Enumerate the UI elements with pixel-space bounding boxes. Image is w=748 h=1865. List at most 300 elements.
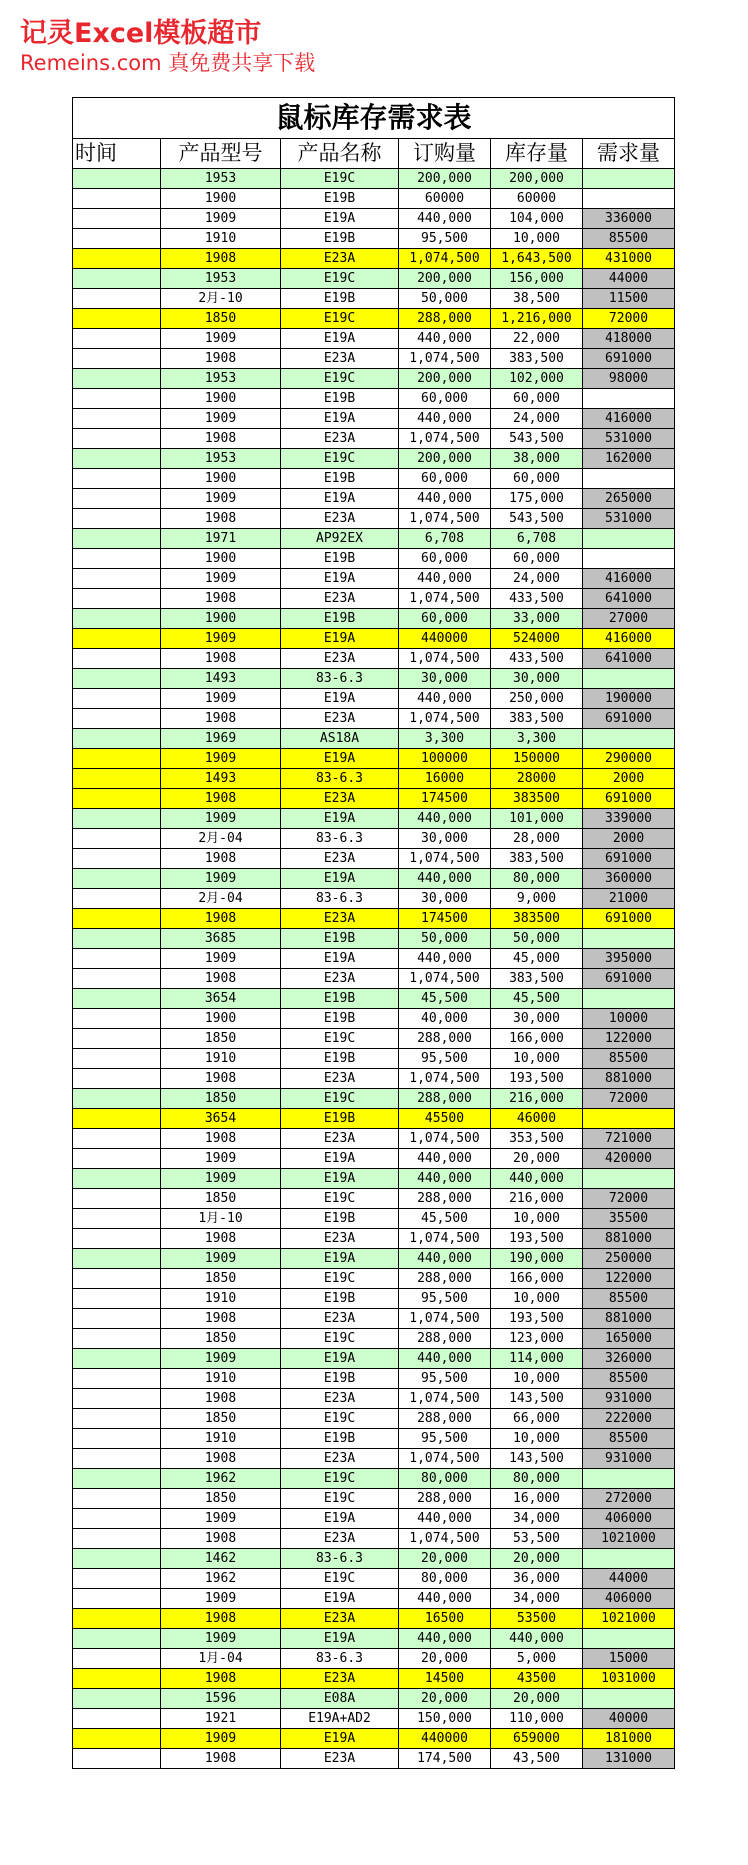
cell-model: 1908 — [161, 1529, 281, 1549]
cell-product-name: E23A — [281, 1669, 399, 1689]
cell-ordered: 288,000 — [399, 1489, 491, 1509]
cell-stock: 28000 — [491, 769, 583, 789]
cell-demand: 420000 — [583, 1149, 675, 1169]
cell-demand: 85500 — [583, 1289, 675, 1309]
cell-time — [73, 629, 161, 649]
table-row — [73, 249, 675, 269]
cell-ordered: 150,000 — [399, 1709, 491, 1729]
table-row — [73, 1269, 675, 1289]
cell-product-name: E19A — [281, 629, 399, 649]
cell-stock: 80,000 — [491, 869, 583, 889]
cell-model: 1850 — [161, 1329, 281, 1349]
cell-time — [73, 649, 161, 669]
cell-ordered: 288,000 — [399, 1329, 491, 1349]
cell-ordered: 95,500 — [399, 1369, 491, 1389]
cell-product-name: E19C — [281, 1029, 399, 1049]
cell-product-name: E19A — [281, 209, 399, 229]
cell-demand — [583, 169, 675, 189]
table-row — [73, 349, 675, 369]
table-row — [73, 929, 675, 949]
cell-time — [73, 1549, 161, 1569]
cell-stock: 43500 — [491, 1669, 583, 1689]
cell-stock: 190,000 — [491, 1249, 583, 1269]
cell-ordered: 440,000 — [399, 1169, 491, 1189]
table-row — [73, 629, 675, 649]
cell-time — [73, 209, 161, 229]
cell-stock: 543,500 — [491, 509, 583, 529]
cell-stock: 60,000 — [491, 389, 583, 409]
cell-ordered: 16500 — [399, 1609, 491, 1629]
cell-stock: 433,500 — [491, 589, 583, 609]
cell-demand — [583, 1549, 675, 1569]
cell-stock: 53500 — [491, 1609, 583, 1629]
cell-time — [73, 1649, 161, 1669]
cell-time — [73, 589, 161, 609]
cell-stock: 383500 — [491, 789, 583, 809]
cell-product-name: E19B — [281, 1369, 399, 1389]
cell-product-name: 83-6.3 — [281, 889, 399, 909]
cell-stock: 3,300 — [491, 729, 583, 749]
cell-model: 1909 — [161, 1509, 281, 1529]
cell-product-name: E19C — [281, 369, 399, 389]
cell-demand: 21000 — [583, 889, 675, 909]
cell-product-name: E19A — [281, 1509, 399, 1529]
cell-demand: 406000 — [583, 1589, 675, 1609]
cell-model: 1909 — [161, 329, 281, 349]
cell-demand — [583, 1469, 675, 1489]
table-row — [73, 389, 675, 409]
cell-model: 1493 — [161, 669, 281, 689]
cell-model: 1962 — [161, 1569, 281, 1589]
cell-time — [73, 929, 161, 949]
cell-ordered: 1,074,500 — [399, 1449, 491, 1469]
inventory-table — [72, 97, 675, 1769]
table-row — [73, 1389, 675, 1409]
cell-product-name: E23A — [281, 649, 399, 669]
cell-model: 1908 — [161, 1669, 281, 1689]
cell-stock: 383,500 — [491, 849, 583, 869]
cell-demand: 691000 — [583, 709, 675, 729]
cell-time — [73, 1429, 161, 1449]
cell-ordered: 440,000 — [399, 949, 491, 969]
cell-product-name: E23A — [281, 1609, 399, 1629]
cell-product-name: E19A — [281, 1729, 399, 1749]
cell-ordered: 200,000 — [399, 269, 491, 289]
table-row — [73, 1129, 675, 1149]
cell-demand — [583, 729, 675, 749]
cell-time — [73, 1109, 161, 1129]
cell-model: 1909 — [161, 869, 281, 889]
cell-time — [73, 609, 161, 629]
table-row — [73, 689, 675, 709]
table-row — [73, 1669, 675, 1689]
cell-model: 1908 — [161, 849, 281, 869]
cell-demand: 85500 — [583, 229, 675, 249]
cell-ordered: 1,074,500 — [399, 429, 491, 449]
cell-ordered: 288,000 — [399, 309, 491, 329]
cell-ordered: 440,000 — [399, 809, 491, 829]
cell-model: 1910 — [161, 1289, 281, 1309]
cell-ordered: 1,074,500 — [399, 509, 491, 529]
cell-time — [73, 249, 161, 269]
cell-model: 1909 — [161, 489, 281, 509]
cell-model: 1909 — [161, 1349, 281, 1369]
cell-time — [73, 569, 161, 589]
cell-stock: 353,500 — [491, 1129, 583, 1149]
brand-subtitle: Remeins.com 真免费共享下载 — [20, 51, 316, 75]
cell-stock: 10,000 — [491, 1289, 583, 1309]
cell-time — [73, 1089, 161, 1109]
table-row — [73, 1509, 675, 1529]
cell-stock: 60,000 — [491, 549, 583, 569]
table-row — [73, 1689, 675, 1709]
cell-demand: 395000 — [583, 949, 675, 969]
cell-demand: 881000 — [583, 1229, 675, 1249]
table-row — [73, 309, 675, 329]
cell-stock: 34,000 — [491, 1589, 583, 1609]
table-row — [73, 1349, 675, 1369]
cell-time — [73, 1129, 161, 1149]
cell-time — [73, 1689, 161, 1709]
cell-demand: 691000 — [583, 969, 675, 989]
cell-model: 3685 — [161, 929, 281, 949]
cell-demand: 122000 — [583, 1029, 675, 1049]
cell-product-name: E23A — [281, 1529, 399, 1549]
table-row — [73, 749, 675, 769]
cell-product-name: E19C — [281, 269, 399, 289]
cell-stock: 45,500 — [491, 989, 583, 1009]
cell-model: 1908 — [161, 1389, 281, 1409]
table-row — [73, 769, 675, 789]
cell-stock: 28,000 — [491, 829, 583, 849]
cell-model: 1900 — [161, 389, 281, 409]
cell-ordered: 95,500 — [399, 1049, 491, 1069]
table-row — [73, 589, 675, 609]
cell-model: 1900 — [161, 609, 281, 629]
cell-model: 1908 — [161, 1229, 281, 1249]
table-row — [73, 1649, 675, 1669]
cell-ordered: 288,000 — [399, 1089, 491, 1109]
cell-demand — [583, 1109, 675, 1129]
cell-demand: 162000 — [583, 449, 675, 469]
cell-product-name: 83-6.3 — [281, 1649, 399, 1669]
cell-time — [73, 669, 161, 689]
cell-time — [73, 549, 161, 569]
cell-time — [73, 1189, 161, 1209]
cell-product-name: E19C — [281, 449, 399, 469]
cell-time — [73, 349, 161, 369]
cell-demand: 40000 — [583, 1709, 675, 1729]
cell-product-name: E19A — [281, 569, 399, 589]
table-row — [73, 1429, 675, 1449]
cell-stock: 20,000 — [491, 1149, 583, 1169]
table-row — [73, 1369, 675, 1389]
cell-product-name: E19A+AD2 — [281, 1709, 399, 1729]
table-row — [73, 789, 675, 809]
table-row — [73, 229, 675, 249]
cell-demand: 931000 — [583, 1449, 675, 1469]
cell-ordered: 60,000 — [399, 549, 491, 569]
table-row — [73, 1549, 675, 1569]
cell-demand — [583, 929, 675, 949]
cell-model: 1971 — [161, 529, 281, 549]
table-row — [73, 1029, 675, 1049]
cell-demand: 222000 — [583, 1409, 675, 1429]
cell-stock: 53,500 — [491, 1529, 583, 1549]
cell-time — [73, 1629, 161, 1649]
cell-time — [73, 829, 161, 849]
cell-product-name: E19A — [281, 1149, 399, 1169]
cell-product-name: E19C — [281, 1489, 399, 1509]
table-row — [73, 1709, 675, 1729]
table-row — [73, 609, 675, 629]
cell-ordered: 1,074,500 — [399, 1129, 491, 1149]
cell-product-name: E23A — [281, 429, 399, 449]
cell-time — [73, 329, 161, 349]
cell-stock: 36,000 — [491, 1569, 583, 1589]
cell-stock: 5,000 — [491, 1649, 583, 1669]
cell-stock: 20,000 — [491, 1549, 583, 1569]
cell-demand: 641000 — [583, 649, 675, 669]
cell-time — [73, 1029, 161, 1049]
table-row — [73, 1589, 675, 1609]
cell-stock: 33,000 — [491, 609, 583, 629]
cell-product-name: E19B — [281, 609, 399, 629]
cell-ordered: 440,000 — [399, 1629, 491, 1649]
cell-product-name: E23A — [281, 509, 399, 529]
cell-time — [73, 689, 161, 709]
cell-ordered: 440,000 — [399, 409, 491, 429]
cell-demand — [583, 389, 675, 409]
cell-model: 1909 — [161, 809, 281, 829]
cell-time — [73, 489, 161, 509]
cell-time — [73, 1149, 161, 1169]
cell-demand: 11500 — [583, 289, 675, 309]
cell-demand: 1021000 — [583, 1529, 675, 1549]
table-row — [73, 549, 675, 569]
cell-time — [73, 1049, 161, 1069]
cell-demand: 2000 — [583, 769, 675, 789]
cell-ordered: 440,000 — [399, 209, 491, 229]
cell-time — [73, 1509, 161, 1529]
cell-stock: 383,500 — [491, 969, 583, 989]
cell-stock: 22,000 — [491, 329, 583, 349]
cell-stock: 10,000 — [491, 229, 583, 249]
cell-model: 1910 — [161, 229, 281, 249]
cell-product-name: E23A — [281, 349, 399, 369]
cell-model: 1909 — [161, 409, 281, 429]
cell-time — [73, 1709, 161, 1729]
cell-model: 1850 — [161, 1409, 281, 1429]
cell-ordered: 50,000 — [399, 289, 491, 309]
cell-time — [73, 1369, 161, 1389]
cell-demand: 881000 — [583, 1309, 675, 1329]
cell-model: 1909 — [161, 1149, 281, 1169]
cell-demand: 290000 — [583, 749, 675, 769]
table-row — [73, 829, 675, 849]
table-row — [73, 809, 675, 829]
cell-model: 1909 — [161, 1169, 281, 1189]
cell-ordered: 288,000 — [399, 1269, 491, 1289]
cell-model: 1969 — [161, 729, 281, 749]
cell-time — [73, 309, 161, 329]
table-row — [73, 1329, 675, 1349]
cell-stock: 30,000 — [491, 669, 583, 689]
cell-stock: 24,000 — [491, 409, 583, 429]
cell-product-name: E19B — [281, 1209, 399, 1229]
cell-model: 1909 — [161, 209, 281, 229]
cell-ordered: 1,074,500 — [399, 709, 491, 729]
cell-product-name: E19B — [281, 289, 399, 309]
table-row — [73, 1569, 675, 1589]
cell-stock: 143,500 — [491, 1389, 583, 1409]
table-row — [73, 529, 675, 549]
cell-demand: 131000 — [583, 1749, 675, 1769]
cell-product-name: E19B — [281, 389, 399, 409]
cell-model: 1493 — [161, 769, 281, 789]
cell-time — [73, 1209, 161, 1229]
cell-stock: 216,000 — [491, 1089, 583, 1109]
cell-product-name: E19A — [281, 689, 399, 709]
cell-demand — [583, 1629, 675, 1649]
table-row — [73, 889, 675, 909]
cell-model: 1900 — [161, 549, 281, 569]
cell-stock: 524000 — [491, 629, 583, 649]
cell-model: 1909 — [161, 749, 281, 769]
cell-stock: 123,000 — [491, 1329, 583, 1349]
cell-stock: 34,000 — [491, 1509, 583, 1529]
cell-demand: 531000 — [583, 429, 675, 449]
cell-stock: 60000 — [491, 189, 583, 209]
title-row — [73, 98, 675, 139]
cell-demand: 272000 — [583, 1489, 675, 1509]
table-body — [73, 169, 675, 1769]
cell-model: 1908 — [161, 1749, 281, 1769]
cell-stock: 43,500 — [491, 1749, 583, 1769]
cell-ordered: 1,074,500 — [399, 349, 491, 369]
cell-time — [73, 869, 161, 889]
cell-product-name: E19A — [281, 749, 399, 769]
cell-product-name: 83-6.3 — [281, 1549, 399, 1569]
cell-time — [73, 409, 161, 429]
cell-stock: 1,216,000 — [491, 309, 583, 329]
cell-time — [73, 949, 161, 969]
cell-product-name: E19A — [281, 409, 399, 429]
cell-ordered: 440,000 — [399, 569, 491, 589]
cell-model: 1953 — [161, 449, 281, 469]
cell-product-name: E19C — [281, 1329, 399, 1349]
table-row — [73, 1049, 675, 1069]
cell-ordered: 174,500 — [399, 1749, 491, 1769]
cell-time — [73, 1469, 161, 1489]
cell-model: 3654 — [161, 989, 281, 1009]
cell-ordered: 1,074,500 — [399, 1229, 491, 1249]
table-row — [73, 569, 675, 589]
cell-product-name: E23A — [281, 589, 399, 609]
cell-model: 1908 — [161, 509, 281, 529]
cell-ordered: 440,000 — [399, 689, 491, 709]
cell-model: 1908 — [161, 789, 281, 809]
cell-product-name: E23A — [281, 969, 399, 989]
cell-model: 1908 — [161, 1069, 281, 1089]
cell-stock: 433,500 — [491, 649, 583, 669]
cell-demand — [583, 189, 675, 209]
cell-stock: 101,000 — [491, 809, 583, 829]
cell-product-name: E19A — [281, 1169, 399, 1189]
cell-demand: 326000 — [583, 1349, 675, 1369]
cell-time — [73, 969, 161, 989]
sheet-title: 鼠标库存需求表 — [73, 98, 675, 139]
cell-time — [73, 289, 161, 309]
cell-ordered: 1,074,500 — [399, 849, 491, 869]
cell-stock: 440,000 — [491, 1629, 583, 1649]
cell-stock: 60,000 — [491, 469, 583, 489]
cell-ordered: 174500 — [399, 789, 491, 809]
table-row — [73, 269, 675, 289]
table-row — [73, 509, 675, 529]
cell-ordered: 80,000 — [399, 1469, 491, 1489]
cell-time — [73, 1349, 161, 1369]
cell-demand: 406000 — [583, 1509, 675, 1529]
cell-product-name: E19A — [281, 1589, 399, 1609]
cell-time — [73, 509, 161, 529]
table-row — [73, 1109, 675, 1129]
cell-product-name: E23A — [281, 849, 399, 869]
cell-product-name: E19C — [281, 1089, 399, 1109]
header-stock: 库存量 — [491, 139, 583, 169]
cell-ordered: 20,000 — [399, 1549, 491, 1569]
cell-stock: 659000 — [491, 1729, 583, 1749]
cell-ordered: 80,000 — [399, 1569, 491, 1589]
cell-ordered: 20,000 — [399, 1689, 491, 1709]
cell-model: 1908 — [161, 349, 281, 369]
cell-product-name: E23A — [281, 789, 399, 809]
cell-ordered: 1,074,500 — [399, 969, 491, 989]
cell-time — [73, 1249, 161, 1269]
cell-demand: 181000 — [583, 1729, 675, 1749]
cell-stock: 383500 — [491, 909, 583, 929]
cell-ordered: 288,000 — [399, 1189, 491, 1209]
table-row — [73, 1309, 675, 1329]
cell-product-name: E19A — [281, 1629, 399, 1649]
cell-time — [73, 189, 161, 209]
cell-product-name: E19B — [281, 1009, 399, 1029]
table-row — [73, 1469, 675, 1489]
cell-time — [73, 449, 161, 469]
cell-ordered: 440,000 — [399, 329, 491, 349]
table-row — [73, 169, 675, 189]
cell-stock: 1,643,500 — [491, 249, 583, 269]
table-row — [73, 1089, 675, 1109]
table-row — [73, 1169, 675, 1189]
cell-demand: 10000 — [583, 1009, 675, 1029]
cell-ordered: 95,500 — [399, 229, 491, 249]
cell-stock: 250,000 — [491, 689, 583, 709]
cell-time — [73, 889, 161, 909]
cell-product-name: E19A — [281, 1249, 399, 1269]
cell-time — [73, 1529, 161, 1549]
cell-model: 1900 — [161, 1009, 281, 1029]
cell-stock: 50,000 — [491, 929, 583, 949]
cell-stock: 80,000 — [491, 1469, 583, 1489]
table-row — [73, 1249, 675, 1269]
cell-demand: 27000 — [583, 609, 675, 629]
cell-ordered: 440,000 — [399, 869, 491, 889]
cell-demand: 691000 — [583, 909, 675, 929]
cell-stock: 143,500 — [491, 1449, 583, 1469]
cell-product-name: 83-6.3 — [281, 769, 399, 789]
table-row — [73, 1289, 675, 1309]
